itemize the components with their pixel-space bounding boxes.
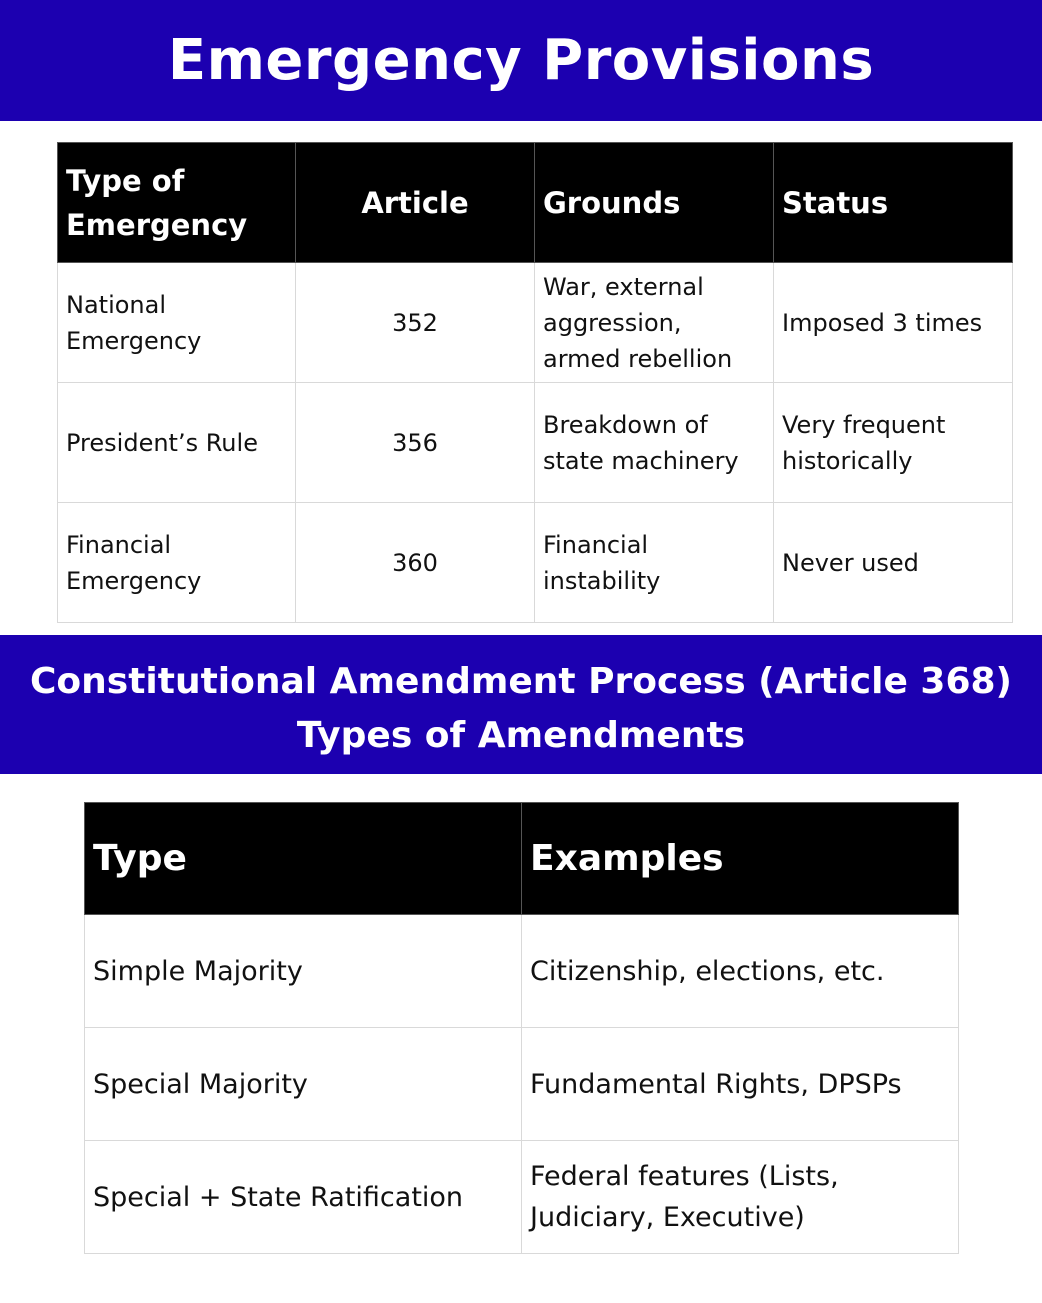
header-article: Article [296,143,535,263]
grounds-cell: War, external aggression, armed rebellion [535,263,774,383]
grounds-cell: Financial instability [535,503,774,623]
amendment-examples-cell: Citizenship, elections, etc. [522,915,959,1028]
title-banner [0,0,1042,121]
amendment-types-table [84,802,959,1254]
header-type-of-emergency: Type of Emergency [58,143,296,263]
table-header-row [58,143,1013,263]
emergency-type-cell: National Emergency [58,263,296,383]
header-type: Type [85,803,522,915]
status-cell: Very frequent historically [774,383,1013,503]
table-row [58,263,1013,383]
amendment-heading-line2: Types of Amendments [296,715,746,756]
emergency-provisions-table [57,142,1013,623]
status-cell: Imposed 3 times [774,263,1013,383]
amendment-heading-line1: Constitutional Amendment Process (Article 368) [29,661,1013,702]
table-row [58,503,1013,623]
amendment-type-cell: Special Majority [85,1028,522,1141]
grounds-cell: Breakdown of state machinery [535,383,774,503]
amendment-type-cell: Special + State Ratification [85,1141,522,1254]
amendment-examples-cell: Federal features (Lists, Judiciary, Executive) [522,1141,959,1254]
header-grounds: Grounds [535,143,774,263]
header-status: Status [774,143,1013,263]
emergency-type-cell: President’s Rule [58,383,296,503]
article-cell: 360 [296,503,535,623]
amendment-examples-cell: Fundamental Rights, DPSPs [522,1028,959,1141]
page-title: Emergency Provisions [167,28,875,93]
emergency-type-cell: Financial Emergency [58,503,296,623]
table-row [85,1028,959,1141]
table-header-row [85,803,959,915]
table-row [85,915,959,1028]
amendment-type-cell: Simple Majority [85,915,522,1028]
article-cell: 356 [296,383,535,503]
table-row [85,1141,959,1254]
header-examples: Examples [522,803,959,915]
article-cell: 352 [296,263,535,383]
amendment-banner [0,635,1042,774]
status-cell: Never used [774,503,1013,623]
table-row [58,383,1013,503]
